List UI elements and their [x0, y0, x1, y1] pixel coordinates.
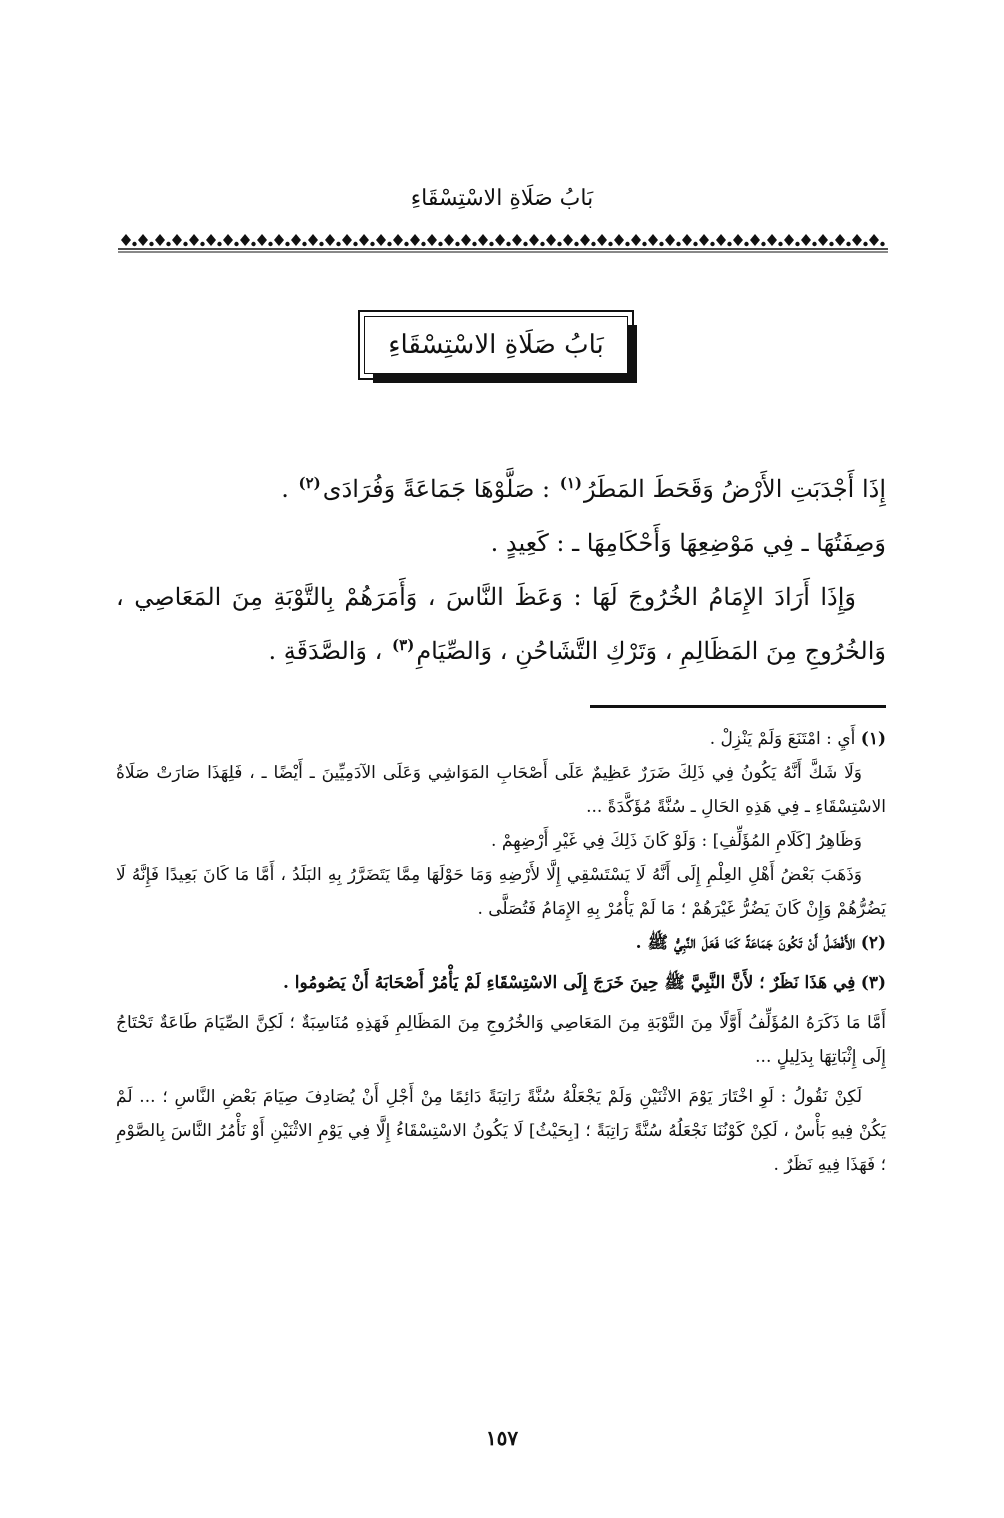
footnote-3: (٣) فِي هَذَا نَظَرٌ ؛ لأَنَّ النَّبِيَّ ﷺ حِينَ خَرَجَ إِلَى الاسْتِسْقَاءِ لَمْ يَأْمُرْ أَصْحَابَهُ أَنْ يَصُومُوا . — [282, 973, 886, 993]
page-number: ١٥٧ — [485, 1426, 519, 1450]
ornament-motif — [155, 234, 171, 246]
ornament-motif — [648, 234, 664, 246]
ornament-motif — [835, 234, 851, 246]
ornament-motif — [478, 234, 494, 246]
footnotes — [116, 722, 886, 1182]
main-paragraph-1: إِذَا أَجْدَبَتِ الأَرْضُ وَقَحَطَ المَطَرُ$^{(١)}$ : صَلَّوْهَا جَمَاعَةً وَفُرَادَى$^{(٢)}$ . — [281, 474, 886, 503]
ornament-motif — [189, 234, 205, 246]
ornament-motif — [665, 234, 681, 246]
footnote-1: (١) أَيِ : امْتَنَعَ وَلَمْ يَنْزِلْ . — [709, 729, 886, 749]
ornament-motif — [172, 234, 188, 246]
ornament-motif — [121, 234, 137, 246]
ornament-pattern — [118, 232, 888, 254]
footnote-label-3: (٣) — [860, 973, 886, 993]
footnote-2: (٢) الأَفْضَلُ أَنْ تَكُونَ جَمَاعَةً كَمَا فَعَلَ النَّبِيُّ ﷺ . — [635, 933, 886, 953]
running-head: بَابُ صَلَاةِ الاسْتِسْقَاءِ — [410, 186, 594, 211]
main-paragraph-3: وَإِذَا أَرَادَ الإِمَامُ الخُرُوجَ لَهَا : وَعَظَ النَّاسَ ، وَأَمَرَهُمْ بِالتَّوْبَةِ مِنَ المَعَاصِي ، وَالخُرُوجِ مِنَ المَظَالِمِ ، وَتَرْكِ التَّشَاحُنِ ، وَالصِّيَامِ$^{(٣)}$ ، وَالصَّدَقَةِ . — [116, 583, 886, 665]
footnote-3-para-2: أَمَّا مَا ذَكَرَهُ المُؤَلِّفُ أَوَّلًا مِنَ التَّوْبَةِ مِنَ المَعَاصِي وَالخُرُوجِ مِنَ المَظَالِمِ فَهَذِهِ مُنَاسِبَةٌ ؛ لَكِنَّ الصِّيَامَ طَاعَةٌ تَحْتَاجُ إِلَى إِثْبَاتِهَا بِدَلِيلٍ ... — [116, 1013, 886, 1067]
footnote-ref-3: (٣) — [392, 636, 415, 654]
ornament-motif — [342, 234, 358, 246]
main-text — [116, 462, 886, 678]
ornament-motif — [444, 234, 460, 246]
ornament-motif — [461, 234, 477, 246]
chapter-title: بَابُ صَلَاةِ الاسْتِسْقَاءِ — [364, 316, 628, 374]
ornamental-border — [118, 232, 888, 254]
ornament-motif — [852, 234, 868, 246]
ornament-motif — [308, 234, 324, 246]
ornament-motif — [223, 234, 239, 246]
footnote-1-para-3: وَظَاهِرُ [كَلَامِ المُؤَلِّفِ] : وَلَوْ كَانَ ذَلِكَ فِي غَيْرِ أَرْضِهِمْ . — [491, 831, 862, 851]
ornament-motif — [869, 234, 885, 246]
footnote-label-1: (١) — [860, 729, 886, 749]
footnote-ref-1: (١) — [559, 474, 583, 492]
ornament-motif — [767, 234, 783, 246]
footnote-label-2: (٢) — [860, 933, 886, 953]
ornament-motif — [291, 234, 307, 246]
ornament-motif — [563, 234, 579, 246]
ornament-motif — [597, 234, 613, 246]
ornament-motif — [257, 234, 273, 246]
main-paragraph-2: وَصِفَتُهَا ـ فِي مَوْضِعِهَا وَأَحْكَامِهَا ـ : كَعِيدٍ . — [490, 529, 886, 557]
ornament-motif — [580, 234, 596, 246]
footnote-1-para-2: وَلَا شَكَّ أَنَّهُ يَكُونُ فِي ذَلِكَ ضَرَرٌ عَظِيمٌ عَلَى أَصْحَابِ المَوَاشِي وَعَلَى الآدَمِيِّينَ ـ أَيْضًا ـ ، فَلِهَذَا صَارَتْ صَلَاةُ الاسْتِسْقَاءِ ـ فِي هَذِهِ الحَالِ ـ سُنَّةً مُؤَكَّدَةً ... — [116, 763, 886, 817]
ornament-motif — [206, 234, 222, 246]
ornament-motif — [682, 234, 698, 246]
ornament-motif — [614, 234, 630, 246]
ornament-motif — [410, 234, 426, 246]
ornament-motif — [716, 234, 732, 246]
ornament-motif — [138, 234, 154, 246]
ornament-motif — [512, 234, 528, 246]
ornament-motif — [376, 234, 392, 246]
ornament-motif — [495, 234, 511, 246]
ornament-motif — [359, 234, 375, 246]
ornament-motif — [240, 234, 256, 246]
ornament-motif — [631, 234, 647, 246]
ornament-motif — [325, 234, 341, 246]
ornament-motif — [546, 234, 562, 246]
ornament-motif — [274, 234, 290, 246]
footnote-separator — [590, 705, 886, 708]
ornament-motif — [733, 234, 749, 246]
ornament-motif — [393, 234, 409, 246]
ornament-motif — [427, 234, 443, 246]
ornament-motif — [818, 234, 834, 246]
ornament-motif — [699, 234, 715, 246]
ornament-motif — [801, 234, 817, 246]
footnote-3-para-3: لَكِنْ نَقُولُ : لَوِ اخْتَارَ يَوْمَ الاثْنَيْنِ وَلَمْ يَجْعَلْهُ سُنَّةً رَاتِبَةً دَائِمًا مِنْ أَجْلِ أَنْ يُصَادِفَ صِيَامَ بَعْضِ النَّاسِ ؛ ... لَمْ يَكُنْ فِيهِ بَأْسٌ ، لَكِنْ كَوْنُنَا نَجْعَلُهُ سُنَّةً رَاتِبَةً ؛ [بِحَيْثُ] لَا يَكُونُ الاسْتِسْقَاءُ إِلَّا فِي يَوْمِ الاثْنَيْنِ أَوْ نَأْمُرُ النَّاسَ بِالصَّوْمِ ؛ فَهَذَا فِيهِ نَظَرٌ . — [116, 1087, 886, 1175]
ornament-motif — [750, 234, 766, 246]
ornament-motif — [784, 234, 800, 246]
footnote-1-para-4: وَذَهَبَ بَعْضُ أَهْلِ العِلْمِ إِلَى أَنَّهُ لَا يَسْتَسْقِي إِلَّا لأَرْضِهِ وَمَا حَوْلَهَا مِمَّا يَتَضَرَّرُ بِهِ البَلَدُ ، أَمَّا مَا كَانَ بَعِيدًا فَإِنَّهُ لَا يَضُرُّهُمْ وَإِنْ كَانَ يَضُرُّ غَيْرَهُمْ ؛ مَا لَمْ يَأْمُرْ بِهِ الإِمَامُ فَتُصَلَّى . — [116, 865, 886, 919]
footnote-ref-2: (٢) — [298, 474, 321, 492]
ornament-motif — [529, 234, 545, 246]
